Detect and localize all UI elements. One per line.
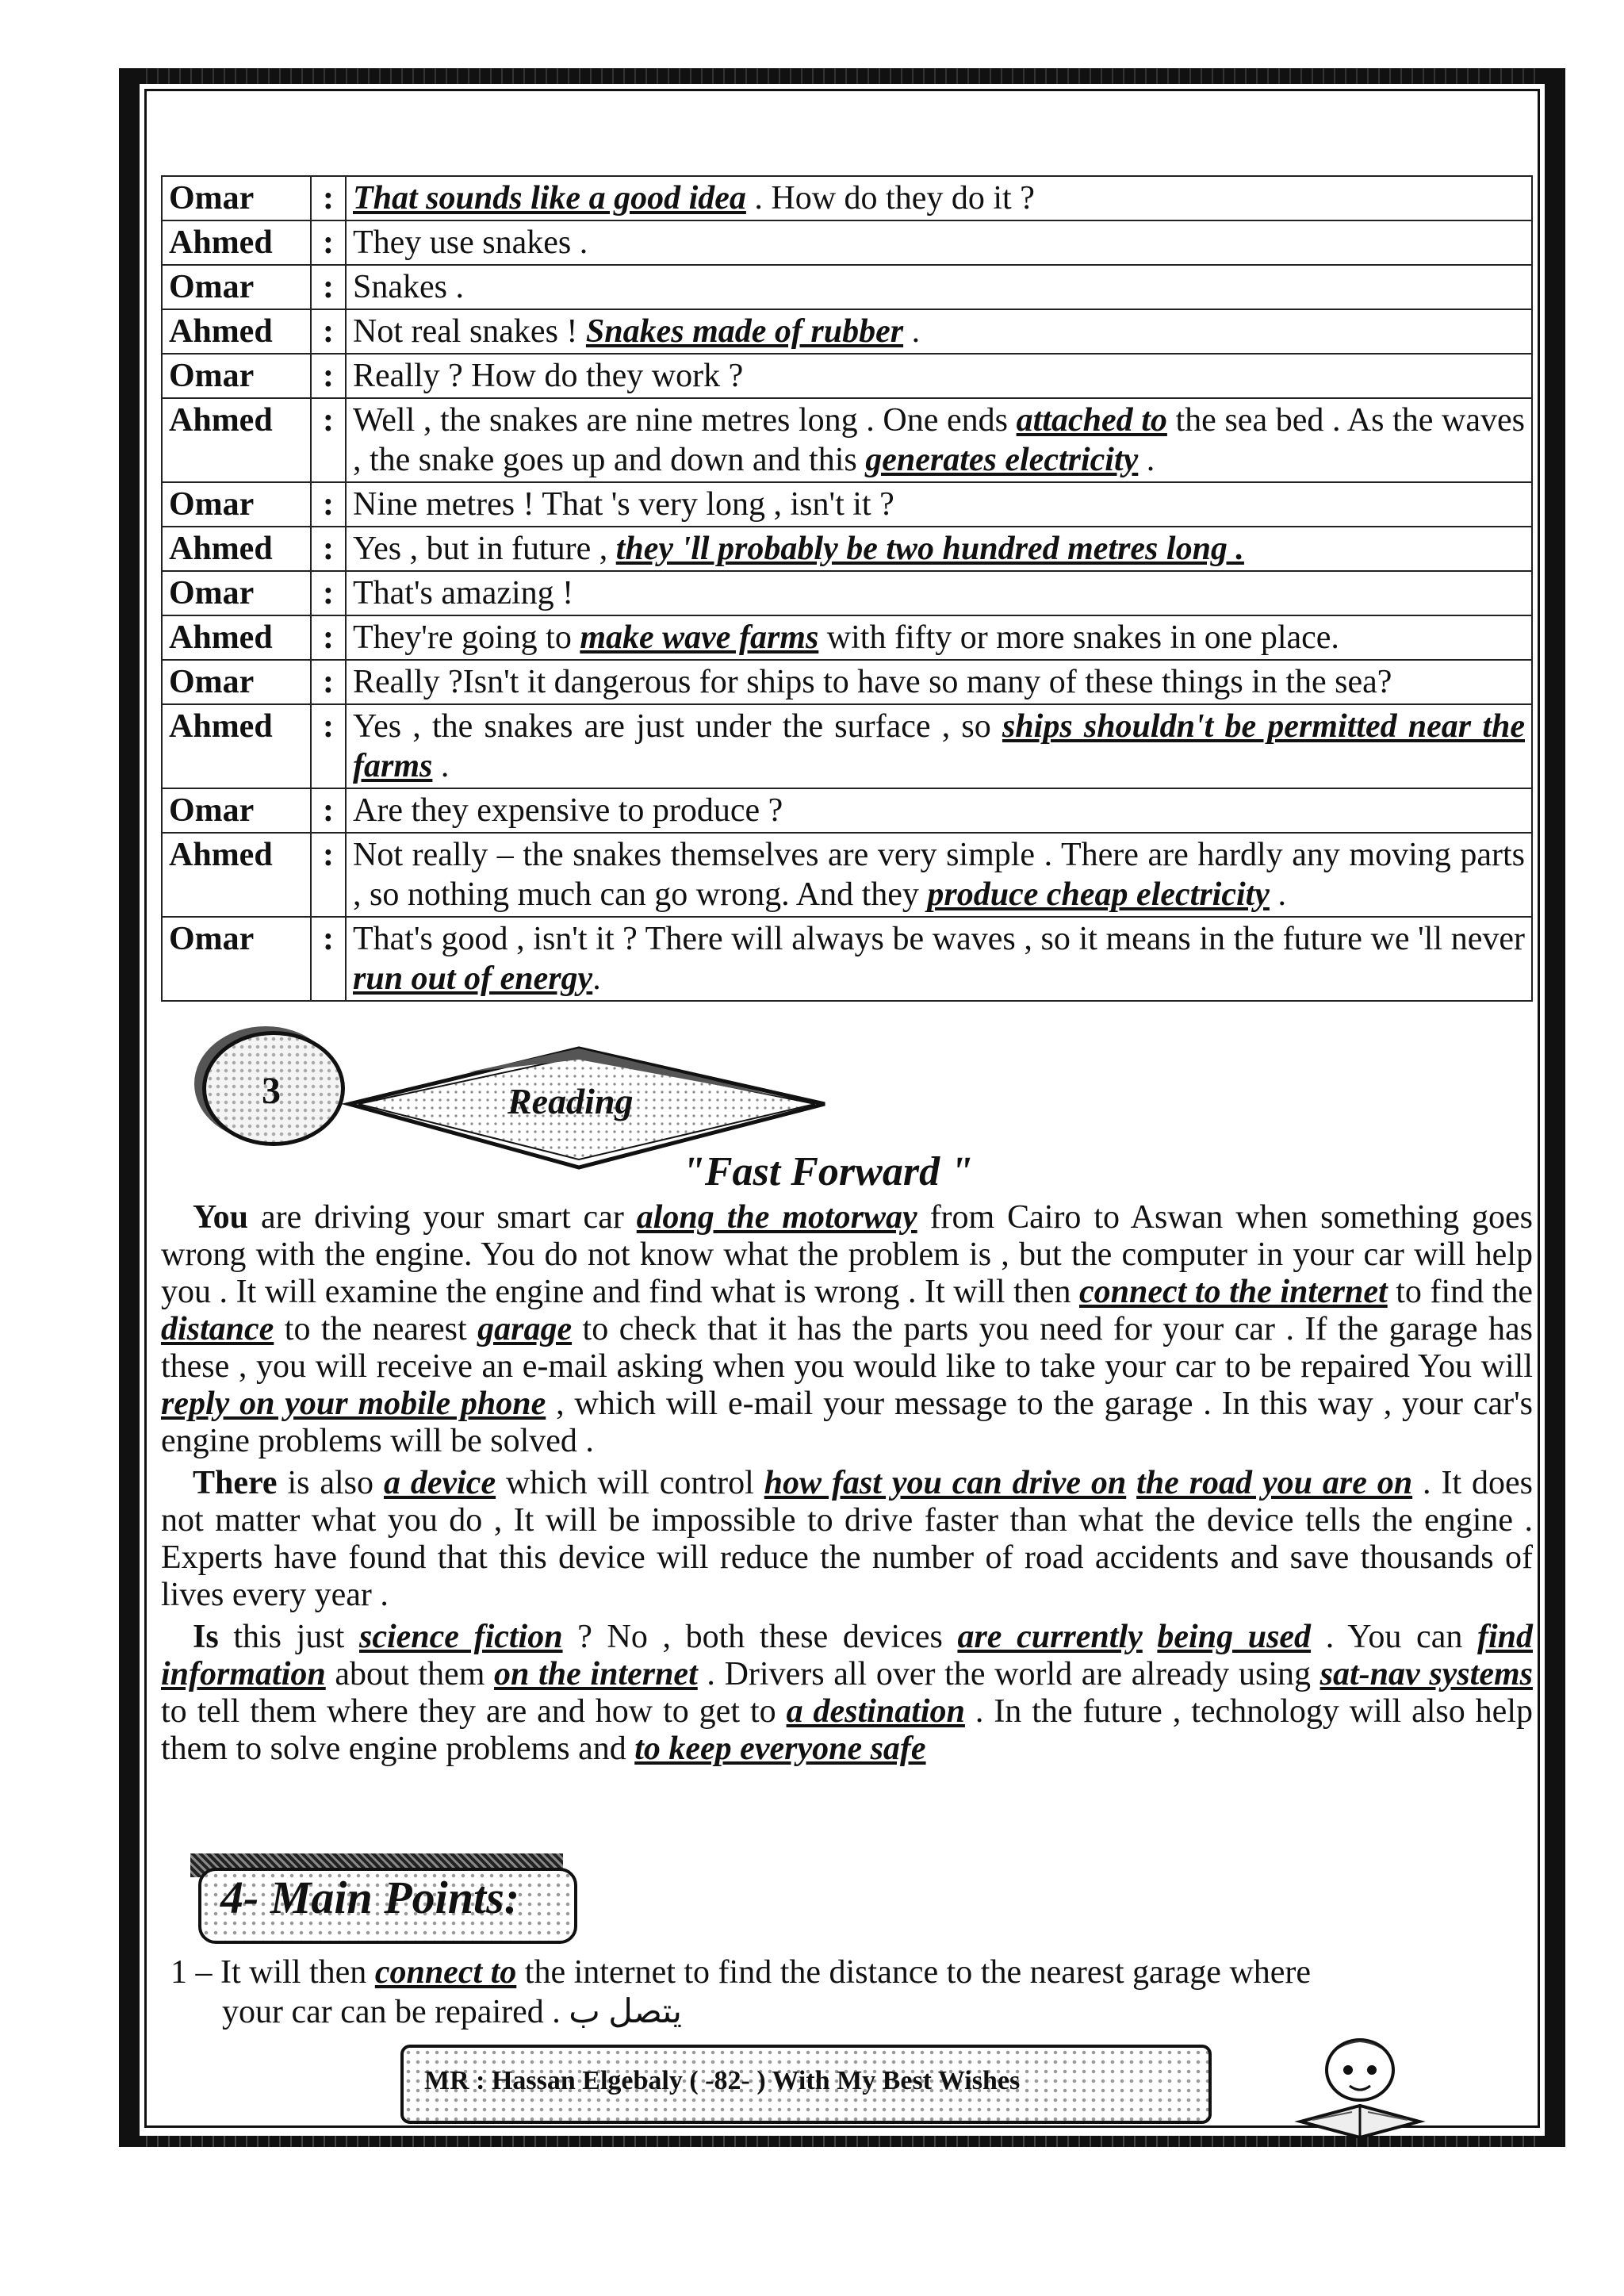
lead-word: You (193, 1199, 249, 1236)
dialogue-line (346, 354, 1532, 398)
colon-separator: : (311, 788, 346, 833)
lead-word: Is (193, 1619, 219, 1655)
reading-passage (161, 1199, 1533, 1773)
text-run (1126, 1465, 1136, 1501)
colon-separator: : (311, 615, 346, 660)
colon-separator: : (311, 660, 346, 704)
main-point-item (170, 1953, 1526, 2032)
text-run: . It does not matter what you do , It will be impossible to drive faster than what the device tells the engine . Experts have found that this device will reduce the number of road accidents and save thousands of lives every year . (161, 1465, 1533, 1613)
text-run: . (903, 313, 921, 350)
main-points-list (170, 1953, 1526, 2032)
key-phrase: sat-nav systems (1320, 1656, 1533, 1692)
dialogue-line (346, 527, 1532, 571)
colon-separator: : (311, 482, 346, 527)
key-phrase: a destination (786, 1693, 965, 1730)
text-run: . Drivers all over the world are already using (697, 1656, 1320, 1692)
story-title: "Fast Forward " (682, 1149, 973, 1194)
dialogue-row (162, 220, 1532, 265)
speaker-name: Ahmed (162, 615, 311, 660)
text-run: That's good , isn't it ? There will always be waves , so it means in the future we 'll never (353, 921, 1525, 957)
speaker-name: Omar (162, 265, 311, 309)
text-run (1143, 1619, 1158, 1655)
text-run: Well , the snakes are nine metres long . One ends (353, 402, 1017, 439)
dialogue-row (162, 309, 1532, 354)
key-phrase: produce cheap electricity (927, 876, 1270, 913)
dialogue-row (162, 917, 1532, 1001)
text-run: They're going to (353, 619, 580, 656)
text-run: about them (325, 1656, 495, 1692)
text-run: the sea bed . As the waves , the snake goes up and down and this (353, 402, 1525, 478)
key-phrase: garage (477, 1311, 573, 1347)
dialogue-row (162, 788, 1532, 833)
key-phrase: distance (161, 1311, 274, 1347)
text-run: Not really – the snakes themselves are very simple . There are hardly any moving parts , so nothing much can go wrong. And they (353, 837, 1525, 913)
key-phrase: science fiction (359, 1619, 563, 1655)
text-run: this just (218, 1619, 359, 1655)
colon-separator: : (311, 571, 346, 615)
text-run: Snakes . (353, 269, 464, 305)
text-run: is also (277, 1465, 384, 1501)
text-run: Nine metres ! That 's very long , isn't it ? (353, 486, 894, 523)
page-frame-right (1545, 68, 1565, 2147)
text-run: . You can (1311, 1619, 1477, 1655)
main-point-continuation: your car can be repaired . يتصل ب (222, 1994, 682, 2030)
text-run: Yes , but in future , (353, 531, 616, 567)
speaker-name: Ahmed (162, 398, 311, 482)
lead-word: There (193, 1465, 278, 1501)
colon-separator: : (311, 833, 346, 917)
key-phrase: on the internet (494, 1656, 698, 1692)
speaker-name: Ahmed (162, 220, 311, 265)
dialogue-line (346, 398, 1532, 482)
passage-paragraph (161, 1199, 1533, 1460)
speaker-name: Omar (162, 176, 311, 220)
colon-separator: : (311, 917, 346, 1001)
key-phrase: reply on your mobile phone (161, 1386, 546, 1422)
section-title: Reading (508, 1081, 634, 1121)
dialogue-line (346, 482, 1532, 527)
dialogue-line (346, 833, 1532, 917)
speaker-name: Omar (162, 917, 311, 1001)
section-number: 3 (262, 1070, 281, 1112)
footer-text: MR : Hassan Elgebaly ( -82- ) With My Best Wishes (424, 2066, 1021, 2095)
dialogue-line (346, 704, 1532, 788)
dialogue-row (162, 833, 1532, 917)
text-run: They use snakes . (353, 224, 588, 261)
dialogue-row (162, 354, 1532, 398)
text-run: ? No , both these devices (562, 1619, 958, 1655)
dialogue-row (162, 615, 1532, 660)
colon-separator: : (311, 176, 346, 220)
text-run: It will then (212, 1954, 375, 1991)
dialogue-row (162, 482, 1532, 527)
key-phrase: are currently (957, 1619, 1143, 1655)
colon-separator: : (311, 265, 346, 309)
key-phrase: to keep everyone safe (634, 1731, 926, 1767)
dialogue-row (162, 660, 1532, 704)
key-phrase: ships shouldn't be permitted near the farms (353, 708, 1525, 784)
key-phrase: run out of energy (353, 960, 593, 997)
key-phrase: attached to (1016, 402, 1167, 439)
text-run: the internet to find the distance to the nearest garage where (516, 1954, 1312, 1991)
dialogue-row (162, 704, 1532, 788)
text-run: to find the (1387, 1274, 1534, 1310)
speaker-name: Ahmed (162, 309, 311, 354)
key-phrase: how fast you can drive on (764, 1465, 1127, 1501)
dialogue-line (346, 309, 1532, 354)
dialogue-line (346, 571, 1532, 615)
text-run: . How do they do it ? (745, 180, 1035, 217)
text-run: Not real snakes ! (353, 313, 586, 350)
text-run: to the nearest (274, 1311, 478, 1347)
colon-separator: : (311, 527, 346, 571)
text-run: . (592, 960, 601, 997)
dialogue-row (162, 398, 1532, 482)
text-run: which will control (496, 1465, 764, 1501)
dialogue-table (161, 175, 1533, 1002)
key-phrase: connect to the internet (1079, 1274, 1388, 1310)
page-frame-inner-left (144, 89, 147, 2127)
dialogue-line (346, 176, 1532, 220)
key-phrase: find information (161, 1619, 1533, 1692)
text-run: are driving your smart car (248, 1199, 637, 1236)
text-run: with fifty or more snakes in one place. (818, 619, 1339, 656)
key-phrase: a device (383, 1465, 496, 1501)
main-points-header (190, 1853, 579, 1941)
dialogue-line (346, 917, 1532, 1001)
speaker-name: Ahmed (162, 704, 311, 788)
speaker-name: Omar (162, 482, 311, 527)
key-phrase: connect to (374, 1954, 517, 1991)
dialogue-row (162, 265, 1532, 309)
dialogue-line (346, 660, 1532, 704)
main-points-title: 4- Main Points: (220, 1872, 520, 1923)
dialogue-line (346, 265, 1532, 309)
dialogue-row (162, 176, 1532, 220)
colon-separator: : (311, 309, 346, 354)
key-phrase: the road you are on (1136, 1465, 1413, 1501)
text-run: Really ?Isn't it dangerous for ships to have so many of these things in the sea? (353, 664, 1392, 700)
colon-separator: : (311, 220, 346, 265)
key-phrase: That sounds like a good idea (353, 180, 746, 217)
text-run: Really ? How do they work ? (353, 358, 744, 394)
page-frame-left (119, 68, 140, 2147)
dialogue-line (346, 788, 1532, 833)
text-run: , which will e-mail your message to the garage . In this way , your car's engine problems will be solved . (161, 1386, 1533, 1459)
colon-separator: : (311, 354, 346, 398)
key-phrase: being used (1157, 1619, 1312, 1655)
passage-paragraph (161, 1465, 1533, 1614)
dialogue-row (162, 571, 1532, 615)
text-run: . (432, 748, 450, 784)
text-run: . In the future , technology will also help them to solve engine problems and (161, 1693, 1533, 1767)
main-point-number: 1 – (170, 1954, 213, 1991)
text-run: from Cairo to Aswan when something goes wrong with the engine. You do not know what the problem is , but the computer in your car will help you . It will examine the engine and find what is wrong . It will then (161, 1199, 1533, 1310)
key-phrase: generates electricity (865, 442, 1139, 478)
dialogue-line (346, 615, 1532, 660)
page-frame-inner-top (144, 89, 1540, 91)
text-run: That's amazing ! (353, 575, 574, 611)
colon-separator: : (311, 398, 346, 482)
speaker-name: Omar (162, 571, 311, 615)
reading-student-illustration (1285, 2026, 1435, 2145)
speaker-name: Omar (162, 660, 311, 704)
text-run: . (1138, 442, 1155, 478)
text-run: to check that it has the parts you need for your car . If the garage has these , you will receive an e-mail asking when you would like to take your car to be repaired You will (161, 1311, 1534, 1385)
key-phrase: they 'll probably be two hundred metres long . (615, 531, 1244, 567)
text-run: . (1269, 876, 1286, 913)
key-phrase: Snakes made of rubber (585, 313, 904, 350)
speaker-name: Omar (162, 354, 311, 398)
text-run: Are they expensive to produce ? (353, 792, 783, 829)
passage-paragraph (161, 1619, 1533, 1768)
dialogue-line (346, 220, 1532, 265)
key-phrase: along the motorway (636, 1199, 917, 1236)
speaker-name: Ahmed (162, 833, 311, 917)
text-run: Yes , the snakes are just under the surface , so (353, 708, 1002, 745)
key-phrase: make wave farms (580, 619, 819, 656)
text-run: to tell them where they are and how to get to (161, 1693, 787, 1730)
dialogue-row (162, 527, 1532, 571)
speaker-name: Ahmed (162, 527, 311, 571)
colon-separator: : (311, 704, 346, 788)
page-frame-inner-right (1538, 89, 1540, 2127)
page-frame-top (119, 68, 1565, 84)
speaker-name: Omar (162, 788, 311, 833)
